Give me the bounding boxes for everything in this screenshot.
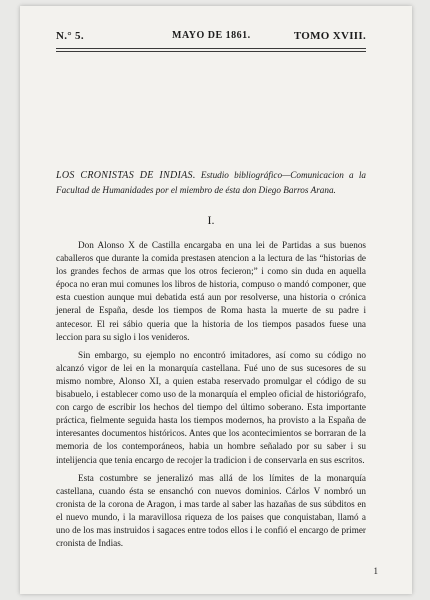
paragraph: Sin embargo, su ejemplo no encontró imitadores, así como su código no alcanzó vigor de lei en la monarquía castellana. Fué uno de sus sucesores de su mismo nombre, Alonso XI, a quien estaba reservado promulgar el código de su bisabuelo, i establecer como uso de la monarquía el empleo oficial de historiógrafo, con cargo de escribir los hechos del tiempo del último soberano. Esta importante práctica, fielmente seguida hasta los tiempos modernos, ha provisto a la España de interesantes documentos históricos. Antes que los acontecimientos se borraran de la memoria de los contemporáneos, habia un hombre señalado por su saber i su intelijencia que tenia encargo de recojer la tradicion i de conservarla en sus escritos.: [56, 349, 366, 465]
article-heading: [56, 168, 366, 197]
issue-date: MAYO DE 1861.: [172, 30, 251, 41]
document-page: [20, 6, 412, 594]
paragraph: Don Alonso X de Castilla encargaba en una lei de Partidas a sus buenos caballeros que durante la comida prestasen atencion a la lectura de las “historias de los grandes fechos de armas que los otros fecieron;” i como sin duda en aquella época no eran mui comunes los libros de historia, compuso o mandó componer, que esta cuestion aunque mui debatida está aun por resolverse, una historia o crónica jeneral de España, desde los tiempos de Roma hasta la muerte de su padre i antecesor. El rei sábio queria que la historia de los tiempos pasados fuese una leccion para su siglo i los venideros.: [56, 240, 366, 342]
masthead: [56, 30, 366, 50]
article-body: [56, 239, 366, 555]
article-title: LOS CRONISTAS DE INDIAS.: [56, 170, 196, 181]
section-number: I.: [207, 213, 215, 227]
issue-number: N.° 5.: [56, 30, 84, 42]
header-rule-top: [56, 48, 366, 49]
header-rule-bottom: [56, 51, 366, 52]
volume-label: TOMO XVIII.: [293, 30, 366, 42]
paragraph: Esta costumbre se jeneralizó mas allá de los límites de la monarquía castellana, cuando ésta se ensanchó con nuevos dominios. Cárlos V nombró un cronista de la corona de Aragon, i mas tarde al saber las hazañas de sus súbditos en el nuevo mundo, i la maravillosa riqueza de los paises que conquistaban, llamó a uno de los mas instruidos i sagaces entre todos ellos i le confió el encargo de primer cronista de Indias.: [56, 472, 366, 549]
page-number: 1: [373, 566, 378, 576]
article-subtitle: Estudio bibliográfico—Comunicacion a la Facultad de Humanidades por el miembro de ésta don Diego Barros Arana.: [56, 170, 366, 195]
